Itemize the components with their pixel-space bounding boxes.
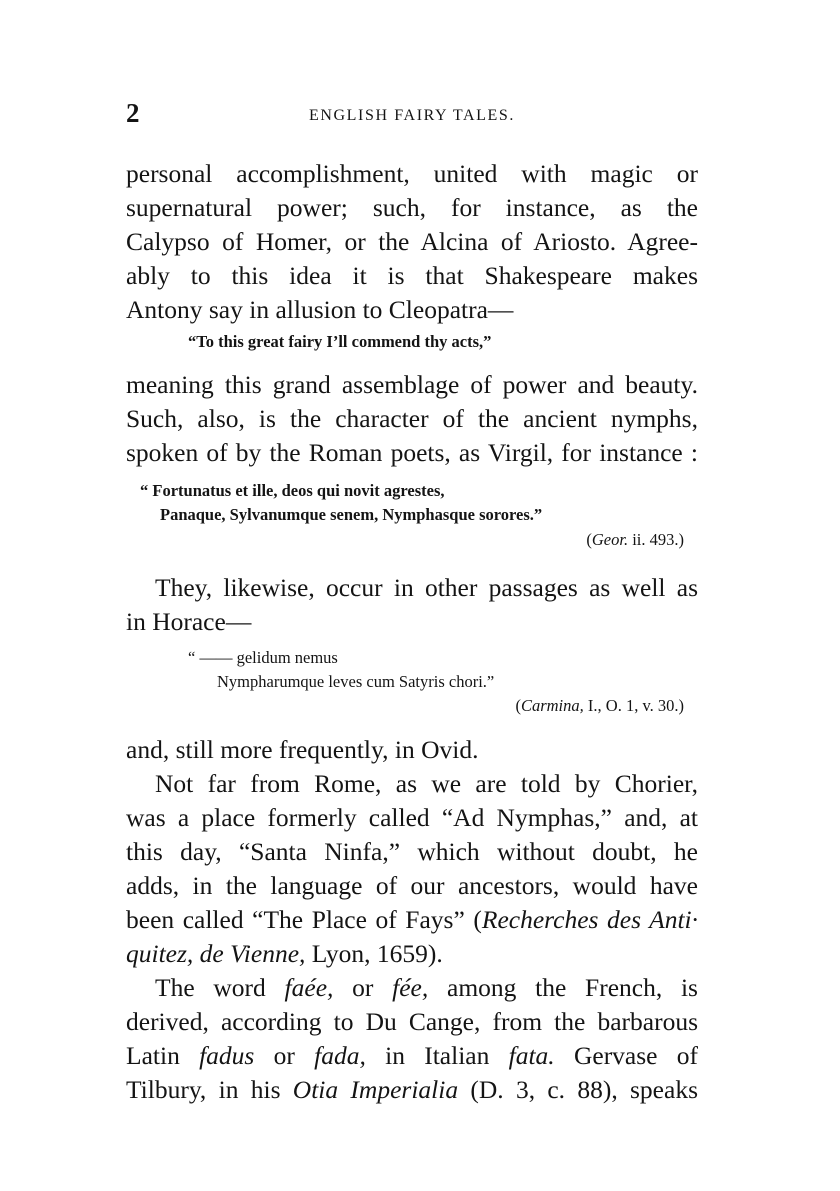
block-quote-line: “To this great fairy I’ll commend thy acts,” (188, 332, 492, 351)
text-line: derived, according to Du Cange, from the barbarous (126, 1007, 698, 1036)
text-line: was a place formerly called “Ad Nymphas,” and, at (126, 803, 698, 832)
text-line (126, 1073, 698, 1107)
text-span: in Italian (365, 1041, 509, 1070)
text-line: ably to this idea it is that Shakespeare makes (126, 261, 698, 290)
citation: (Geor. ii. 493.) (586, 530, 684, 549)
text-span: The word (155, 973, 285, 1002)
page-number: 2 (126, 98, 140, 128)
text-span: among the French, is (428, 973, 698, 1002)
italic-word: fada, (314, 1041, 366, 1070)
text-span: (D. 3, c. 88), speaks (458, 1075, 698, 1104)
text-line: Antony say in allusion to Cleopatra— (126, 295, 514, 324)
italic-word: faée, (284, 973, 334, 1002)
text-line: Such, also, is the character of the ancient nymphs, (126, 404, 698, 433)
italic-word: fée, (392, 973, 429, 1002)
italic-word: fadus (199, 1041, 255, 1070)
block-quote-line: Nympharumque leves cum Satyris chori.” (217, 672, 495, 691)
citation-ref: I., O. 1, v. 30. (587, 696, 679, 715)
text-line: spoken of by the Roman poets, as Virgil, for instance : (126, 438, 698, 467)
block-quote-line: Panaque, Sylvanumque senem, Nymphasque sorores.” (160, 505, 543, 524)
text-span: or (333, 973, 393, 1002)
text-span: Lyon, 1659). (305, 939, 443, 968)
text-span: Gervase of (554, 1041, 698, 1070)
citation-title: Carmina, (520, 696, 584, 715)
italic-title: Recherches des Anti· (481, 905, 698, 934)
citation: (Carmina, I., O. 1, v. 30.) (515, 696, 684, 715)
citation-title: Geor. (591, 530, 629, 549)
text-line (126, 903, 698, 937)
text-line: meaning this grand assemblage of power and beauty. (126, 370, 698, 399)
text-line: personal accomplishment, united with magic or (126, 159, 698, 188)
text-line: Calypso of Homer, or the Alcina of Ariosto. Agree- (126, 227, 698, 256)
text-line: supernatural power; such, for instance, as the (126, 193, 698, 222)
text-span: Tilbury, in his (126, 1075, 293, 1104)
text-line: in Horace— (126, 607, 252, 636)
citation-ref: ii. 493. (632, 530, 679, 549)
text-line (155, 971, 698, 1005)
text-line: and, still more frequently, in Ovid. (126, 735, 479, 764)
block-quote-line: “ Fortunatus et ille, deos qui novit agrestes, (140, 481, 445, 500)
text-span: Latin (126, 1041, 200, 1070)
italic-word: fata. (508, 1041, 555, 1070)
italic-title: Otia Imperialia (292, 1075, 459, 1104)
text-line (126, 937, 698, 971)
text-line: this day, “Santa Ninfa,” which without doubt, he (126, 837, 698, 866)
page-header (126, 98, 698, 138)
text-line (126, 1039, 698, 1073)
text-line: They, likewise, occur in other passages as well as (155, 573, 698, 602)
text-span: or (254, 1041, 315, 1070)
text-span: been called “The Place of Fays” ( (126, 905, 482, 934)
running-title: ENGLISH FAIRY TALES. (309, 107, 515, 124)
italic-title: quitez, de Vienne, (126, 939, 306, 968)
text-line: adds, in the language of our ancestors, would have (126, 871, 698, 900)
block-quote-line: “ —— gelidum nemus (188, 648, 338, 667)
text-line: Not far from Rome, as we are told by Chorier, (155, 769, 698, 798)
